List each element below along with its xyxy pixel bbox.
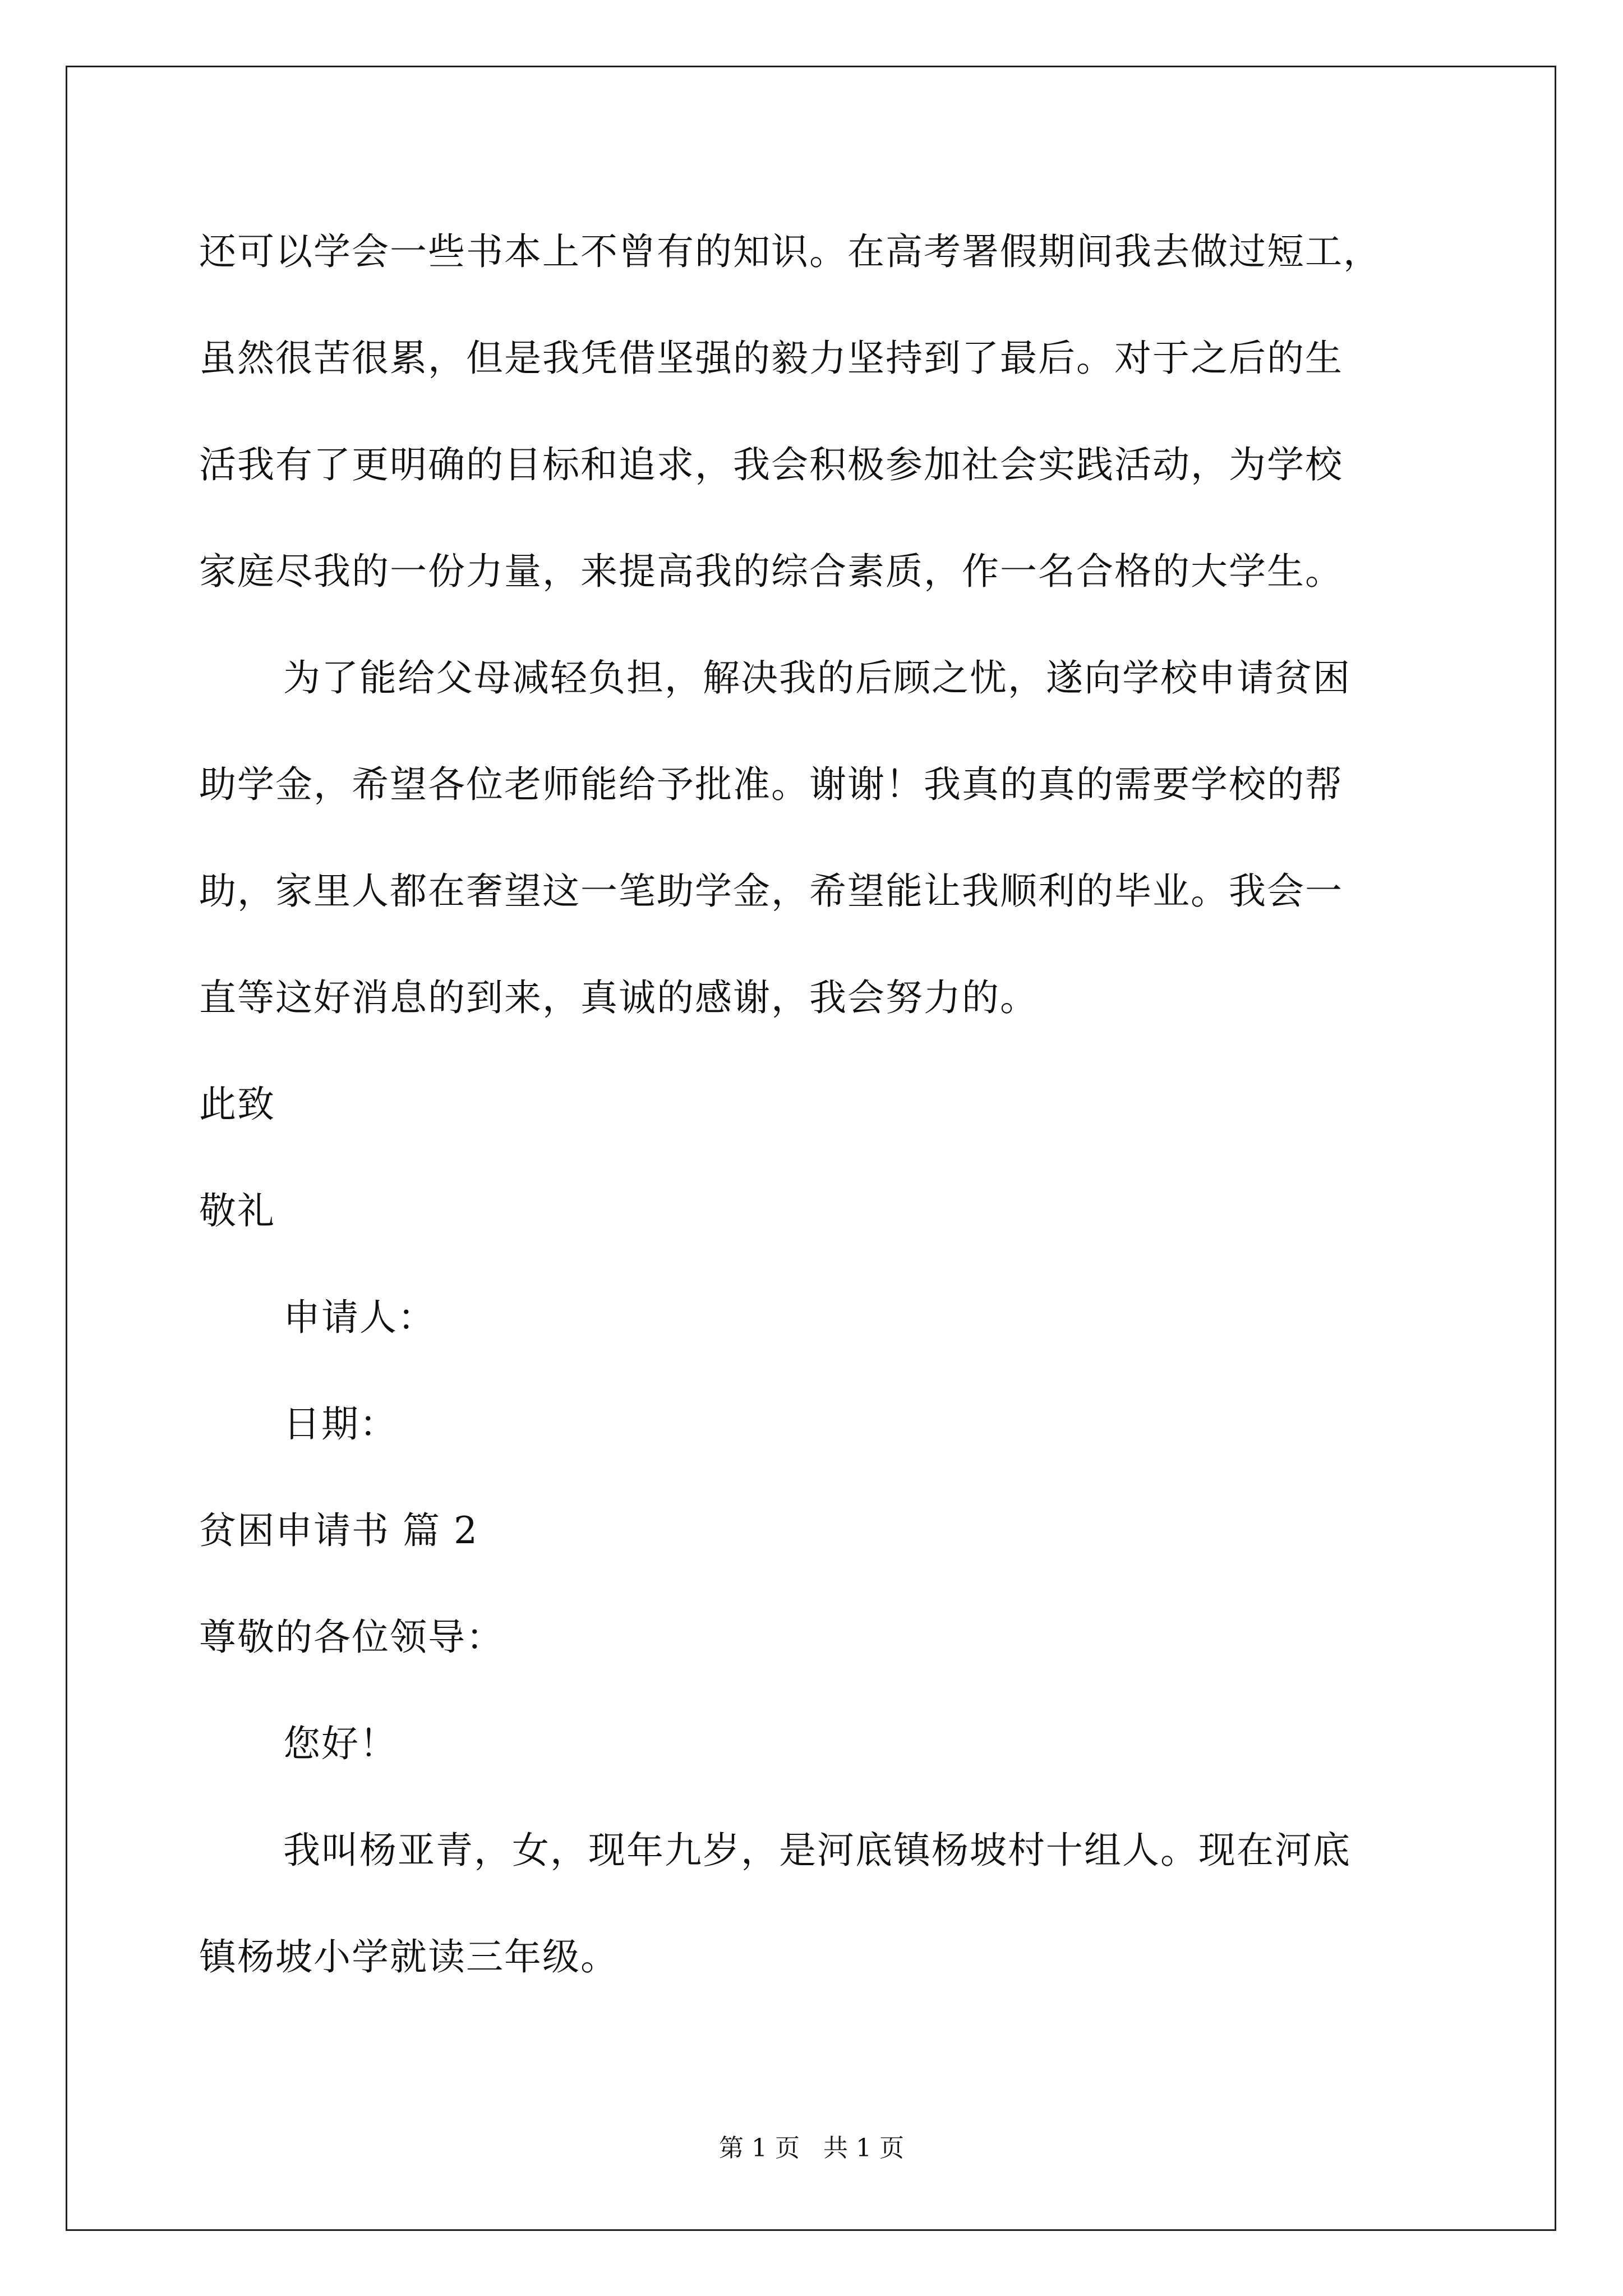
- salutation-line: 此致: [199, 1083, 275, 1126]
- greeting-line: 您好！: [283, 1722, 398, 1765]
- date-label: 日期：: [283, 1402, 398, 1446]
- section-heading: 贫困申请书 篇 2: [199, 1509, 478, 1552]
- page-number: 第 1 页 共 1 页: [719, 2134, 904, 2162]
- greeting-line: 尊敬的各位领导：: [199, 1616, 504, 1659]
- body-line: 为了能给父母减轻负担，解决我的后顾之忧，遂向学校申请贫困: [283, 656, 1351, 700]
- body-line: 镇杨坡小学就读三年级。: [199, 1935, 619, 1978]
- body-line: 活我有了更明确的目标和追求，我会积极参加社会实践活动，为学校: [199, 443, 1343, 486]
- applicant-label: 申请人：: [283, 1296, 436, 1339]
- page-border: [66, 66, 1556, 2231]
- body-line: 助，家里人都在奢望这一笔助学金，希望能让我顺利的毕业。我会一: [199, 869, 1343, 913]
- body-line: 虽然很苦很累，但是我凭借坚强的毅力坚持到了最后。对于之后的生: [199, 337, 1343, 380]
- body-line: 直等这好消息的到来，真诚的感谢，我会努力的。: [199, 976, 1038, 1019]
- body-line: 家庭尽我的一份力量，来提高我的综合素质，作一名合格的大学生。: [199, 550, 1343, 593]
- body-line: 还可以学会一些书本上不曾有的知识。在高考署假期间我去做过短工，: [199, 230, 1381, 273]
- body-line: 助学金，希望各位老师能给予批准。谢谢！我真的真的需要学校的帮: [199, 763, 1343, 806]
- body-line: 我叫杨亚青，女，现年九岁，是河底镇杨坡村十组人。现在河底: [283, 1829, 1351, 1872]
- salutation-line: 敬礼: [199, 1189, 275, 1232]
